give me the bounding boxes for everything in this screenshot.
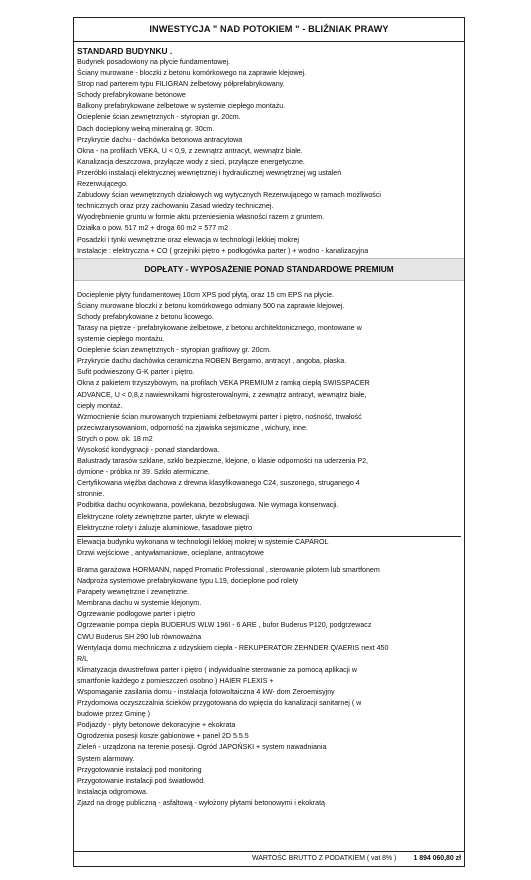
premium-line: Certyfikowana więźba dachowa z drewna klasyfikowanego C24, suszonego, struganego 4 <box>77 479 360 488</box>
standard-line: technicznych oraz przy zachowaniu Zasad wiedzy technicznej. <box>77 202 274 211</box>
standard-line: Instalacje : elektryczna + CO ( grzejniki piętro + podłogówka parter ) + wodno - kanalizacyjna <box>77 246 369 255</box>
price-sheet <box>73 17 465 867</box>
premium-line: Membrana dachu w systemie klejonym. <box>77 599 202 608</box>
premium-line: Wspomaganie zasilania domu - instalacja fotowoltaiczna 4 kW- dom Zeroemisyjny <box>77 687 335 696</box>
premium-list-b <box>77 537 461 559</box>
premium-list-a <box>77 290 461 534</box>
premium-line: Elektryczne rolety zewnętrzne parter, ukryte w elewacji <box>77 512 249 521</box>
standard-line: Przeróbki instalacji elektrycznej wewnętrznej i hydraulicznej wewnętrznej wg ustaleń <box>77 168 342 177</box>
investment-title: INWESTYCJA " NAD POTOKIEM " - BLIŹNIAK PRAWY <box>74 18 464 42</box>
premium-line: Brama garażowa HORMANN, napęd Promatic Professional , sterowanie pilotem lub smartfonem <box>77 565 380 574</box>
premium-line: ciepły montaż. <box>77 401 123 410</box>
premium-line: Parapety wewnętrzne i zewnętrzne. <box>77 588 189 597</box>
standard-list <box>77 57 461 257</box>
premium-line: Tarasy na piętrze - prefabrykowane żelbetowe, z betonu architektonicznego, montowane w <box>77 323 362 332</box>
standard-line: Strop nad parterem typu FILIGRAN żelbetowy półprefabrykowany. <box>77 80 285 89</box>
standard-line: Wyodrębnienie gruntu w formie aktu przeniesienia własności razem z gruntem. <box>77 213 325 222</box>
standard-section <box>74 45 464 257</box>
premium-line: Ocieplenie ścian zewnętrznych - styropian grafitowy gr. 20cm. <box>77 346 271 355</box>
premium-line: Elewacja budynku wykonana w technologii lekkiej mokrej w systemie CAPAROL <box>77 537 329 546</box>
premium-line: Schody prefabrykowane z betonu licowego. <box>77 312 214 321</box>
premium-line: smartfonie każdego z pomieszczeń osobno ) HAIER FLEXIS + <box>77 676 274 685</box>
premium-line: Podbitka dachu ocynkowana, powlekana, bezobsługowa. Nie wymaga konserwacji. <box>77 501 339 510</box>
premium-line: Elektryczne rolety i żaluzje aluminiowe, fasadowe piętro <box>77 523 253 532</box>
standard-line: Działka o pow. 517 m2 + droga 60 m2 = 577 m2 <box>77 224 229 233</box>
standard-line: Ściany murowane - bloczki z betonu komórkowego na zaprawie klejowej. <box>77 69 307 78</box>
premium-line: stronnie. <box>77 490 105 499</box>
premium-section <box>74 281 464 809</box>
standard-line: Budynek posadowiony na płycie fundamentowej. <box>77 58 231 66</box>
premium-line: Wzmocnienie ścian murowanych trzpieniami żelbetowymi parter i piętro, nośność, trwałość <box>77 412 362 421</box>
total-row <box>74 851 464 866</box>
premium-line: Wysokość kondygnacji - ponad standardowa. <box>77 446 220 454</box>
premium-line: R/L <box>77 654 89 663</box>
total-label: WARTOŚĆ BRUTTO Z PODATKIEM ( vat 8% ) <box>252 855 397 862</box>
premium-line: Ogrodzenia posesji kosze gabionowe + panel 2D 5.5.5 <box>77 732 249 741</box>
standard-line: Dach docieplony wełną mineralną gr. 30cm. <box>77 124 215 133</box>
premium-line: Strych o pow. ok. 18 m2 <box>77 434 153 443</box>
standard-line: Przykrycie dachu - dachówka betonowa antracytowa <box>77 135 243 144</box>
premium-line: Zjazd na drogę publiczną - asfaltową - wyłożony płytami betonowymi i ekokratą <box>77 798 326 807</box>
premium-list-c <box>77 565 461 809</box>
premium-line: Instalacja odgromowa. <box>77 787 148 796</box>
premium-line: ADVANCE, U < 0,8,z nawiewnikami higrosterowalnymi, z zewnątrz antracyt, wewnątrz białe, <box>77 390 367 399</box>
standard-heading: STANDARD BUDYNKU . <box>77 46 173 56</box>
standard-line: Okna - na profilach VEKA, U < 0,9, z zewnątrz antracyt, wewnątrz białe. <box>77 146 303 155</box>
standard-line: Schody prefabrykowane betonowe <box>77 91 186 100</box>
premium-heading: DOPŁATY - WYPOSAŻENIE PONAD STANDARDOWE PREMIUM <box>74 258 464 281</box>
premium-line: Ściany murowane bloczki z betonu komórkowego odmiany 500 na zaprawie klejowej. <box>77 301 345 310</box>
premium-line: Zieleń - urządzona na terenie posesji. Ogród JAPOŃSKI + system nawadniania <box>77 743 327 752</box>
premium-line: Przydomowa oczyszczalnia ścieków przygotowana do wpięcia do kanalizacji sanitarnej ( w <box>77 699 362 708</box>
standard-line: Posadzki i tynki wewnętrzne oraz elewacja w technologii lekkiej mokrej <box>77 235 299 244</box>
premium-line: Okna z pakietem trzyszybowym, na profilach VEKA PREMIUM z ramką ciepłą SWISSPACER <box>77 379 370 388</box>
premium-line: Ogrzewanie pompa ciepła BUDERUS WLW 196I - 6 ARE , bufor Buderus P120, podgrzewacz <box>77 621 372 630</box>
premium-line: Przykrycie dachu dachówka ceramiczna ROBEN Bergamo, antracyt , angoba, płaska. <box>77 357 347 366</box>
premium-line: CWU Buderus SH 290 lub równoważna <box>77 632 202 641</box>
premium-line: System alarmowy. <box>77 754 135 763</box>
standard-line: Balkony prefabrykowane żelbetowe w systemie ciepłego montażu. <box>77 102 286 111</box>
premium-line: budowie przez Gminę ) <box>77 710 150 719</box>
premium-line: Drzwi wejściowe , antywłamaniowe, ocieplane, antracytowe <box>77 548 264 557</box>
total-value: 1 894 060,80 zł <box>413 855 461 862</box>
premium-line: Podjazdy - płyty betonowe dekoracyjne + ekokrata <box>77 721 236 730</box>
premium-line: Ogrzewanie podłogowe parter i piętro <box>77 610 195 619</box>
standard-line: Zabudowy ścian wewnętrznych działowych wg wytycznych Rezerwującego w ramach możliwości <box>77 191 381 200</box>
premium-line: Przygotowanie instalacji pod monitoring <box>77 765 202 774</box>
premium-line: dymione - próbka nr 39. Szkło atermiczne. <box>77 468 210 477</box>
premium-line: przeciwzarysowaniom, odporność na zjawiska sejsmiczne , wichury, inne. <box>77 423 308 432</box>
premium-line: Klimatyzacja dwustrefowa parter i piętro ( indywidualne sterowanie za pomocą aplikacji w <box>77 665 357 674</box>
premium-line: Przygotowanie instalacji pod światłowód. <box>77 776 206 785</box>
standard-line: Kanalizacja deszczowa, przyłącze wody z sieci, przyłącze energetyczne. <box>77 157 305 166</box>
premium-line: Balustrady tarasów szklane, szkło bezpieczne, klejone, o klasie odporności na uderzenia P2, <box>77 457 369 466</box>
premium-line: systemie ciepłego montażu. <box>77 335 165 344</box>
standard-line: Rezerwującego. <box>77 180 128 189</box>
premium-line: Docieplenie płyty fundamentowej 10cm XPS pod płytą, oraz 15 cm EPS na płycie. <box>77 290 335 299</box>
premium-line: Wentylacja domu mechniczna z odzyskiem ciepła - REKUPERATOR ZEHNDER Q/AERIS next 450 <box>77 643 389 652</box>
premium-line: Sufit podwieszony G-K parter i piętro. <box>77 368 195 377</box>
premium-line: Nadproża systemowe prefabrykowane typu L19, docieplone pod rolety <box>77 577 299 586</box>
standard-line: Ocieplenie ścian zewnętrznych - styropian gr. 20cm. <box>77 113 241 122</box>
